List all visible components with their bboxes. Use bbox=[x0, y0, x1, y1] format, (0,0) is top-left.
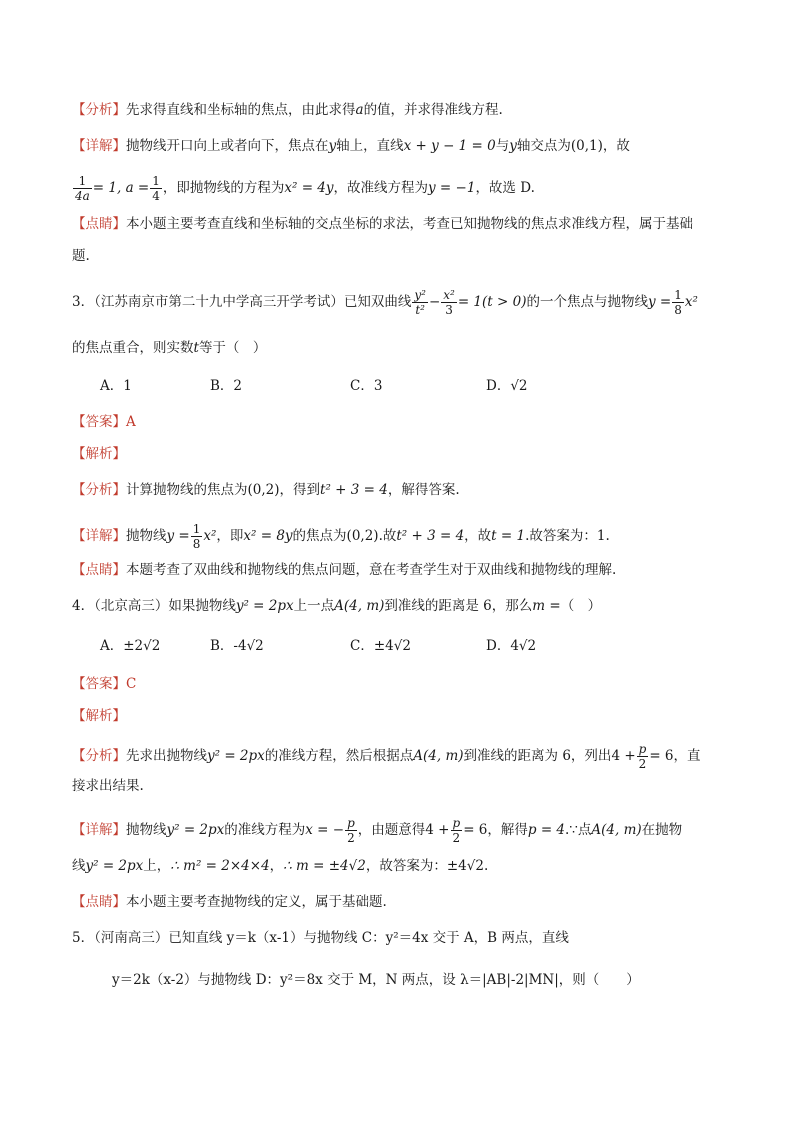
detail-tag: 【详解】 bbox=[72, 528, 126, 544]
q4-detail bbox=[72, 816, 682, 845]
frac-den: 8 bbox=[674, 303, 682, 317]
comment-tag: 【点睛】 bbox=[72, 562, 126, 578]
text: 轴上，直线 bbox=[336, 138, 404, 154]
frac-num: y² bbox=[414, 288, 426, 302]
text: 的焦点重合，则实数 bbox=[72, 340, 194, 356]
fraction bbox=[150, 174, 162, 203]
text: 上一点 bbox=[293, 598, 335, 614]
text: （ ） bbox=[560, 598, 602, 614]
math: (0,1) bbox=[570, 138, 603, 154]
q3-stem-cont bbox=[72, 338, 266, 358]
math: x = − bbox=[305, 822, 345, 838]
frac-num: p bbox=[347, 816, 355, 830]
text: 本小题主要考查抛物线的定义，属于基础题. bbox=[126, 894, 387, 910]
math: ∴ m² = 2×4×4 bbox=[170, 858, 270, 874]
frac-num: x² bbox=[443, 288, 455, 302]
fraction bbox=[191, 522, 203, 551]
text: ，由题意得 bbox=[357, 822, 426, 838]
q3-analysis bbox=[72, 480, 460, 500]
q2-detail bbox=[72, 136, 630, 156]
frac-num: 1 bbox=[73, 174, 92, 189]
frac-num: 1 bbox=[674, 288, 682, 302]
q2-comment-cont: 题. bbox=[72, 248, 90, 264]
text: . bbox=[483, 858, 489, 874]
fraction bbox=[441, 288, 457, 317]
q4-option-b[interactable]: B．-4√2 bbox=[210, 638, 264, 654]
math: t = 1 bbox=[491, 528, 526, 544]
detail-tag: 【详解】 bbox=[72, 822, 126, 838]
text: 的准线方程，然后根据点 bbox=[264, 748, 414, 764]
text: 先求出抛物线 bbox=[126, 748, 207, 764]
frac-den: 2 bbox=[638, 757, 647, 771]
q5-stem-cont: y＝2k（x-2）与抛物线 D：y²＝8x 交于 M，N 两点，设 λ＝|AB|-2|MN|，则（ ） bbox=[112, 972, 640, 988]
text: ，故选 D. bbox=[475, 180, 535, 196]
q3-option-c[interactable]: C．3 bbox=[350, 378, 383, 394]
q5-stem: 5．（河南高三）已知直线 y＝k（x-1）与抛物线 C：y²＝4x 交于 A，B 两点，直线 bbox=[72, 930, 569, 946]
frac-num: p bbox=[638, 742, 647, 756]
q3-option-a[interactable]: A．1 bbox=[100, 378, 132, 394]
analysis-tag: 【分析】 bbox=[72, 102, 126, 118]
math: t bbox=[193, 340, 199, 356]
text: ，故 bbox=[602, 138, 630, 154]
answer-value: C bbox=[126, 676, 137, 692]
math: A(4, m) bbox=[334, 598, 385, 614]
math: (0,2) bbox=[346, 528, 379, 544]
frac-den: 3 bbox=[445, 303, 453, 317]
math: y bbox=[328, 138, 337, 154]
math: a bbox=[355, 102, 364, 118]
q2-comment bbox=[72, 214, 693, 234]
math: x² bbox=[684, 294, 698, 310]
text: ，解得 bbox=[487, 822, 528, 838]
fraction bbox=[451, 816, 463, 845]
fraction bbox=[73, 174, 92, 203]
q4-jiexi bbox=[72, 706, 126, 726]
math: x² = 8y bbox=[243, 528, 293, 544]
text: 计算抛物线的焦点为 bbox=[126, 482, 248, 498]
comment-tag: 【点睛】 bbox=[72, 216, 126, 232]
text: ，即 bbox=[216, 528, 244, 544]
math: y² = 2px bbox=[85, 858, 144, 874]
text: 3．（江苏南京市第二十九中学高三开学考试）已知双曲线 bbox=[72, 294, 412, 310]
q4-option-a[interactable]: A．±2√2 bbox=[100, 638, 161, 654]
frac-den: 2 bbox=[347, 831, 355, 845]
frac-den: t² bbox=[415, 303, 425, 317]
frac-den: 4 bbox=[152, 189, 160, 203]
math: = 6 bbox=[649, 748, 674, 764]
q2-analysis bbox=[72, 100, 503, 120]
text: 的准线方程为 bbox=[224, 822, 306, 838]
text: ， bbox=[269, 858, 284, 874]
q4-analysis bbox=[72, 742, 701, 771]
math: = 1(t > 0) bbox=[457, 294, 527, 310]
frac-num: p bbox=[452, 816, 461, 830]
q2-detail-cont bbox=[72, 174, 535, 203]
math: A(4, m) bbox=[591, 822, 642, 838]
frac-den: 8 bbox=[192, 537, 201, 551]
math: 4 + bbox=[425, 822, 450, 838]
text: 与 bbox=[495, 138, 510, 154]
fraction bbox=[637, 742, 649, 771]
math: y = bbox=[647, 294, 672, 310]
math: x + y − 1 = 0 bbox=[403, 138, 496, 154]
math: t² + 3 = 4 bbox=[320, 482, 388, 498]
q4-answer bbox=[72, 674, 136, 694]
text: ，直 bbox=[673, 748, 701, 764]
text: ，得到 bbox=[279, 482, 321, 498]
text: 的一个焦点与抛物线 bbox=[526, 294, 648, 310]
text: 的值，并求得准线方程. bbox=[363, 102, 503, 118]
text: 抛物线 bbox=[126, 528, 167, 544]
q3-option-b[interactable]: B．2 bbox=[210, 378, 243, 394]
text: .∵点 bbox=[565, 822, 592, 838]
math: ∴ m = ±4√2 bbox=[283, 858, 366, 874]
analysis-tag: 【分析】 bbox=[72, 748, 126, 764]
text: ，故答案为： bbox=[365, 858, 447, 874]
math: x² = 4y bbox=[284, 180, 334, 196]
answer-tag: 【答案】 bbox=[72, 676, 126, 692]
text: 线 bbox=[72, 858, 86, 874]
q3-stem bbox=[72, 288, 698, 317]
text: 本小题主要考查直线和坐标轴的交点坐标的求法，考查已知抛物线的焦点求准线方程，属于基础 bbox=[126, 216, 693, 232]
frac-num: 1 bbox=[152, 174, 160, 188]
q3-option-d[interactable]: D．√2 bbox=[486, 378, 528, 394]
text: .故 bbox=[378, 528, 397, 544]
text: 到准线的距离是 6，那么 bbox=[384, 598, 533, 614]
q4-detail-cont bbox=[72, 856, 488, 876]
math: x² bbox=[203, 528, 217, 544]
math: 4 + bbox=[611, 748, 636, 764]
text: 抛物线 bbox=[126, 822, 167, 838]
q4-analysis-cont: 接求出结果. bbox=[72, 778, 144, 794]
text: 先求得直线和坐标轴的焦点，由此求得 bbox=[126, 102, 356, 118]
text: 轴交点为 bbox=[516, 138, 571, 154]
q3-detail bbox=[72, 522, 610, 551]
answer-value: A bbox=[126, 414, 136, 430]
math: p = 4 bbox=[527, 822, 566, 838]
fraction bbox=[412, 288, 428, 317]
math: y² = 2px bbox=[235, 598, 294, 614]
math: ±4√2 bbox=[446, 858, 484, 874]
text: 的焦点为 bbox=[292, 528, 347, 544]
q3-answer bbox=[72, 412, 136, 432]
text: ，故准线方程为 bbox=[333, 180, 429, 196]
q3-comment bbox=[72, 560, 616, 580]
math: A(4, m) bbox=[413, 748, 464, 764]
detail-tag: 【详解】 bbox=[72, 138, 126, 154]
math: y² = 2px bbox=[207, 748, 265, 764]
math: = 6 bbox=[463, 822, 488, 838]
text: ，解得答案. bbox=[387, 482, 460, 498]
text: 等于（ ） bbox=[198, 340, 267, 356]
q3-jiexi bbox=[72, 444, 126, 464]
frac-num: 1 bbox=[192, 522, 201, 536]
text: 抛物线开口向上或者向下，焦点在 bbox=[126, 138, 329, 154]
q4-stem bbox=[72, 596, 601, 616]
math: − bbox=[428, 294, 441, 310]
fraction bbox=[345, 816, 357, 845]
text: 在抛物 bbox=[641, 822, 683, 838]
math: (0,2) bbox=[247, 482, 280, 498]
answer-tag: 【答案】 bbox=[72, 414, 126, 430]
analysis-tag: 【分析】 bbox=[72, 482, 126, 498]
math: y = bbox=[166, 528, 190, 544]
math: = 1, a = bbox=[92, 180, 150, 196]
text: .故答案为：1. bbox=[525, 528, 610, 544]
q4-comment bbox=[72, 892, 387, 912]
text: ，即抛物线的方程为 bbox=[162, 180, 285, 196]
math: m = bbox=[532, 598, 561, 614]
frac-den: 4a bbox=[75, 189, 90, 203]
q4-option-d[interactable]: D．4√2 bbox=[486, 638, 537, 654]
text: ，故 bbox=[464, 528, 492, 544]
text: 到准线的距离为 6，列出 bbox=[463, 748, 612, 764]
text: 本题考查了双曲线和抛物线的焦点问题，意在考查学生对于双曲线和抛物线的理解. bbox=[126, 562, 617, 578]
text: 上， bbox=[143, 858, 171, 874]
fraction bbox=[672, 288, 684, 317]
math: y = −1 bbox=[428, 180, 476, 196]
math: y² = 2px bbox=[166, 822, 225, 838]
jiexi-tag: 【解析】 bbox=[72, 446, 126, 462]
frac-den: 2 bbox=[452, 831, 461, 845]
math: y bbox=[509, 138, 517, 154]
comment-tag: 【点睛】 bbox=[72, 894, 126, 910]
q4-option-c[interactable]: C．±4√2 bbox=[350, 638, 411, 654]
jiexi-tag: 【解析】 bbox=[72, 708, 126, 724]
math: t² + 3 = 4 bbox=[396, 528, 465, 544]
text: 4．（北京高三）如果抛物线 bbox=[72, 598, 236, 614]
